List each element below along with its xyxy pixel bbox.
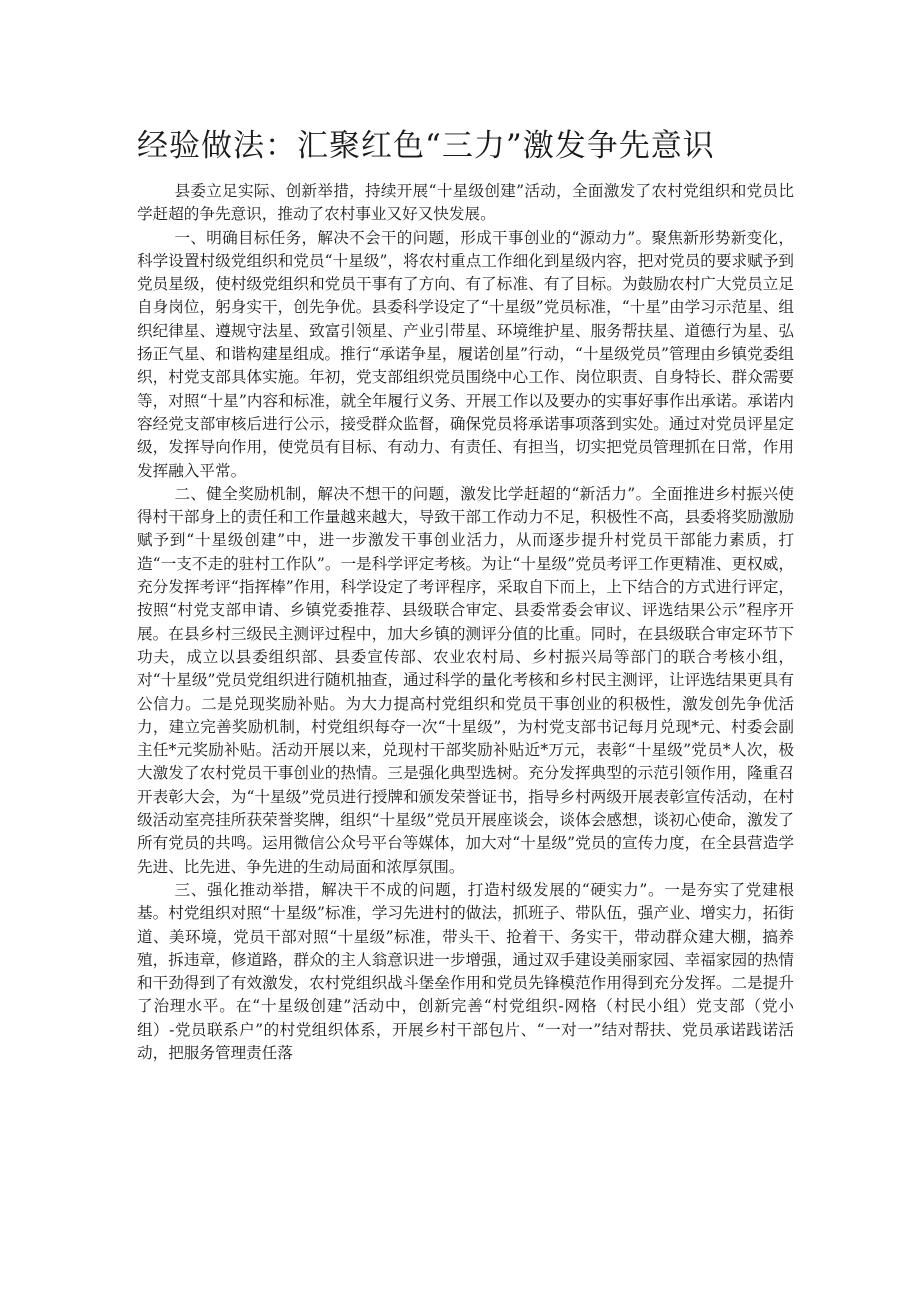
section-one-paragraph: 一、明确目标任务，解决不会干的问题，形成干事创业的“源动力”。聚焦新形势新变化，科学设置村级党组织和党员“十星级”，将农村重点工作细化到星级内容，把对党员的要求赋予到党员星级，使村级党组织和党员干事有了方向、有了标准、有了目标。为鼓励农村广大党员立足自身岗位，躬身实干，创先争优。县委科学设定了“十星级”党员标准，“十星”由学习示范星、组织纪律星、遵规守法星、致富引领星、产业引带星、环境维护星、服务帮扶星、道德行为星、弘扬正气星、和谐构建星组成。推行“承诺争星，履诺创星”行动，“十星级党员”管理由乡镇党委组织，村党支部具体实施。年初，党支部组织党员围绕中心工作、岗位职责、自身特长、群众需要等，对照“十星”内容和标准，就全年履行义务、开展工作以及要办的实事好事作出承诺。承诺内容经党支部审核后进行公示，接受群众监督，确保党员将承诺事项落到实处。通过对党员评星定级，发挥导向作用，使党员有目标、有动力、有责任、有担当，切实把党员管理抓在日常，作用发挥融入平常。 (137, 228, 794, 480)
section-two-paragraph: 二、健全奖励机制，解决不想干的问题，激发比学赶超的“新活力”。全面推进乡村振兴使得村干部身上的责任和工作量越来越大，导致干部工作动力不足，积极性不高，县委将奖励激励赋予到“十星级创建”中，进一步激发干事创业活力，从而逐步提升村党员干部能力素质，打造“一支不走的驻村工作队”。一是科学评定考核。为让“十星级”党员考评工作更精准、更权威，充分发挥考评“指挥棒”作用，科学设定了考评程序，采取自下而上，上下结合的方式进行评定，按照“村党支部申请、乡镇党委推荐、县级联合审定、县委常委会审议、评选结果公示”程序开展。在县乡村三级民主测评过程中，加大乡镇的测评分值的比重。同时，在县级联合审定环节下功夫，成立以县委组织部、县委宣传部、农业农村局、乡村振兴局等部门的联合考核小组，对“十星级”党员党组织进行随机抽查，通过科学的量化考核和乡村民主测评，让评选结果更具有公信力。二是兑现奖励补贴。为大力提高村党组织和党员干事创业的积极性，激发创先争优活力，建立完善奖励机制，村党组织每夺一次“十星级”，为村党支部书记每月兑现*元、村委会副主任*元奖励补贴。活动开展以来，兑现村干部奖励补贴近*万元，表彰“十星级”党员*人次，极大激发了农村党员干事创业的热情。三是强化典型选树。充分发挥典型的示范引领作用，隆重召开表彰大会，为“十星级”党员进行授牌和颁发荣誉证书，指导乡村两级开展表彰宣传活动，在村级活动室亮挂所获荣誉奖牌，组织“十星级”党员开展座谈会，谈体会感想，谈初心使命，激发了所有党员的共鸣。运用微信公众号平台等媒体，加大对“十星级”党员的宣传力度，在全县营造学先进、比先进、争先进的生动局面和浓厚氛围。 (137, 484, 794, 876)
document-body (137, 180, 794, 1065)
section-three-paragraph: 三、强化推动举措，解决干不成的问题，打造村级发展的“硬实力”。一是夯实了党建根基。村党组织对照“十星级”标准，学习先进村的做法，抓班子、带队伍，强产业、增实力，拓街道、美环境，党员干部对照“十星级”标准，带头干、抢着干、务实干，带动群众建大棚，搞养殖，拆违章，修道路，群众的主人翁意识进一步增强，通过双手建设美丽家园、幸福家园的热情和干劲得到了有效激发，农村党组织战斗堡垒作用和党员先锋模范作用得到充分发挥。二是提升了治理水平。在“十星级创建”活动中，创新完善“村党组织-网格（村民小组）党支部（党小组）-党员联系户”的村党组织体系，开展乡村干部包片、“一对一”结对帮扶、党员承诺践诺活动，把服务管理责任落 (137, 880, 794, 1062)
intro-paragraph: 县委立足实际、创新举措，持续开展“十星级创建”活动，全面激发了农村党组织和党员比学赶超的争先意识，推动了农村事业又好又快发展。 (137, 182, 794, 224)
document-title: 经验做法：汇聚红色“三力”激发争先意识 (137, 128, 715, 164)
